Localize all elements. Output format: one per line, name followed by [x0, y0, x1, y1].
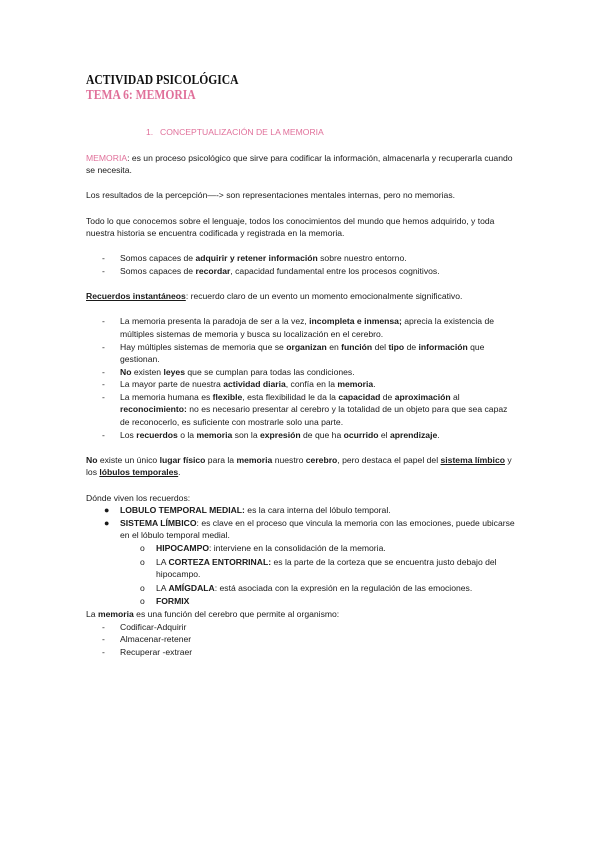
document-title: ACTIVIDAD PSICOLÓGICA: [86, 72, 239, 87]
circle-marker: o: [140, 556, 145, 567]
text: Almacenar-retener: [120, 634, 192, 645]
text: del: [372, 341, 389, 352]
document-content: [86, 72, 518, 658]
bold-text: reconocimiento:: [120, 404, 187, 415]
dash-marker: -: [102, 316, 105, 327]
text: , confía en la: [285, 379, 338, 390]
text: aprecia la existencia de múltiples sistemas de memoria y busca su localización en el cerebro.: [120, 316, 495, 339]
dash-marker: -: [102, 253, 105, 264]
bold-text: expresión: [260, 429, 301, 440]
bold-text: recordar: [195, 265, 231, 276]
dash-marker: -: [102, 391, 105, 402]
list-item: [86, 542, 518, 555]
dash-marker: -: [102, 621, 105, 632]
list-estructuras: [86, 504, 518, 542]
dash-marker: -: [102, 379, 105, 390]
paragraph-lugar-fisico: [86, 454, 518, 479]
text: o la: [177, 429, 197, 440]
text: Hay múltiples sistemas de memoria que se: [120, 341, 287, 352]
circle-marker: o: [140, 596, 145, 607]
bold-text: ocurrido: [343, 429, 379, 440]
list-item: [86, 265, 518, 278]
bold-text: actividad diaria: [223, 379, 286, 390]
text: es la cara interna del lóbulo temporal.: [244, 505, 391, 516]
bold-text: memoria: [97, 608, 134, 619]
section-title: CONCEPTUALIZACIÓN DE LA MEMORIA: [160, 127, 324, 137]
section-number: 1.: [146, 127, 154, 137]
list-funciones: [86, 621, 518, 659]
dash-marker: -: [102, 429, 105, 440]
bold-underlined-text: sistema límbico: [440, 454, 505, 465]
bold-text: memoria: [337, 379, 374, 390]
bold-text: adquirir y retener información: [195, 253, 318, 264]
bullet-marker: ●: [104, 517, 110, 528]
term-recuerdos-instantaneos: Recuerdos instantáneos: [86, 291, 186, 302]
text: : está asociada con la expresión en la regulación de las emociones.: [214, 582, 473, 593]
list-capacidades: [86, 252, 518, 277]
bold-text: función: [341, 341, 373, 352]
dash-marker: -: [102, 366, 105, 377]
text: en: [326, 341, 342, 352]
text: , capacidad fundamental entre los procesos cognitivos.: [230, 265, 440, 276]
text: .: [373, 379, 376, 390]
text: que gestionan.: [120, 341, 485, 365]
text: LA: [156, 582, 169, 593]
list-item: [86, 504, 518, 517]
text: Somos capaces de: [120, 253, 196, 264]
text: .: [178, 467, 181, 478]
text: La mayor parte de nuestra: [120, 379, 224, 390]
text: al: [450, 391, 460, 402]
dash-marker: -: [102, 646, 105, 657]
bullet-marker: ●: [104, 505, 110, 516]
bold-text: lugar físico: [159, 454, 206, 465]
text: el: [378, 429, 390, 440]
text: : interviene en la consolidación de la memoria.: [209, 543, 386, 553]
bold-text: AMÍGDALA: [168, 582, 215, 593]
text: existe un único: [97, 454, 160, 465]
text: .: [437, 429, 440, 440]
bold-text: incompleta e inmensa;: [309, 316, 402, 327]
text: , pero destaca el papel del: [337, 454, 441, 465]
list-item: [86, 621, 518, 634]
list-item: [86, 556, 518, 581]
bold-text: organizan: [286, 341, 327, 352]
bold-text: HIPOCAMPO: [156, 543, 209, 553]
list-item: [86, 595, 518, 608]
list-item: [86, 378, 518, 391]
text: La memoria humana es: [120, 391, 213, 402]
text: La memoria presenta la paradoja de ser a la vez,: [120, 316, 310, 327]
bold-text: tipo: [388, 341, 405, 352]
paragraph-percepcion: Los resultados de la percepción—-> son representaciones mentales internas, pero no memorias.: [86, 190, 456, 201]
text: no es necesario presentar al cerebro y la totalidad de un objeto para que sea capaz de reconocerlo, es suficiente con mostrarle solo una parte.: [120, 404, 508, 428]
bold-text: FORMIX: [156, 596, 190, 607]
text: Recuperar -extraer: [120, 646, 193, 657]
paragraph-conocimiento: Todo lo que conocemos sobre el lenguaje, todos los conocimientos del mundo que hemos adquirido, y toda nuestra historia se encuentra codificada y registrada en la memoria.: [86, 215, 495, 239]
list-item: [86, 429, 518, 442]
circle-marker: o: [140, 582, 145, 593]
text: Codificar-Adquirir: [120, 621, 187, 632]
text: existen: [131, 366, 164, 377]
bold-text: leyes: [163, 366, 185, 377]
list-item: [86, 391, 518, 429]
text: para la: [205, 454, 237, 465]
text: de: [404, 341, 419, 352]
list-item: [86, 646, 518, 659]
dash-marker: -: [102, 634, 105, 645]
bold-text: cerebro: [305, 454, 338, 465]
text: sobre nuestro entorno.: [317, 253, 407, 264]
text: es la parte de la corteza que se encuentra justo debajo del hipocampo.: [156, 556, 497, 580]
list-item: [86, 366, 518, 379]
list-item: [86, 252, 518, 265]
dash-marker: -: [102, 341, 105, 352]
list-caracteristicas-memoria: [86, 315, 518, 441]
text: La: [86, 608, 98, 619]
text: : recuerdo claro de un evento un momento emocionalmente significativo.: [185, 291, 463, 302]
bold-text: aprendizaje: [389, 429, 438, 440]
section-heading: [86, 126, 518, 139]
dash-marker: -: [102, 265, 105, 276]
list-item: [86, 517, 518, 542]
list-subestructuras: [86, 542, 518, 608]
paragraph-funcion-memoria: [86, 608, 518, 621]
text: nuestro: [272, 454, 306, 465]
paragraph-recuerdos-instantaneos: [86, 290, 518, 303]
list-item: [86, 341, 518, 366]
paragraph-donde-viven: Dónde viven los recuerdos:: [86, 492, 191, 503]
definition-text: : es un proceso psicológico que sirve para codificar la información, almacenarla y recuperarla cuando se necesita.: [86, 152, 513, 176]
circle-marker: o: [140, 543, 145, 553]
bold-text: No: [120, 366, 132, 377]
bold-text: capacidad: [338, 391, 381, 402]
text: de que ha: [300, 429, 344, 440]
bold-text: recuerdos: [136, 429, 178, 440]
text: LA: [156, 556, 169, 567]
bold-text: CORTEZA ENTORRINAL:: [168, 556, 272, 567]
text: , esta flexibilidad le da la: [242, 391, 339, 402]
text: y los: [86, 454, 512, 478]
list-item: [86, 315, 518, 340]
text: son la: [232, 429, 260, 440]
text: Los: [120, 429, 137, 440]
document-subtitle: TEMA 6: MEMORIA: [86, 87, 196, 102]
bold-text: No: [86, 454, 98, 465]
bold-underlined-text: lóbulos temporales: [99, 467, 179, 478]
bold-text: memoria: [236, 454, 273, 465]
bold-text: SISTEMA LÍMBICO: [120, 517, 197, 528]
bold-text: flexible: [212, 391, 243, 402]
list-item: [86, 582, 518, 595]
text: de: [380, 391, 395, 402]
paragraph-memoria-definition: [86, 152, 518, 177]
list-item: [86, 633, 518, 646]
text: es una función del cerebro que permite al organismo:: [133, 608, 340, 619]
text: Somos capaces de: [120, 265, 196, 276]
bold-text: información: [418, 341, 468, 352]
bold-text: memoria: [196, 429, 233, 440]
bold-text: LOBULO TEMPORAL MEDIAL:: [120, 505, 245, 516]
text: : es clave en el proceso que vincula la memoria con las emociones, puede ubicarse en el lóbulo temporal medial.: [120, 517, 515, 541]
text: que se cumplan para todas las condiciones.: [185, 366, 355, 377]
term-memoria: MEMORIA: [86, 152, 128, 163]
bold-text: aproximación: [394, 391, 451, 402]
